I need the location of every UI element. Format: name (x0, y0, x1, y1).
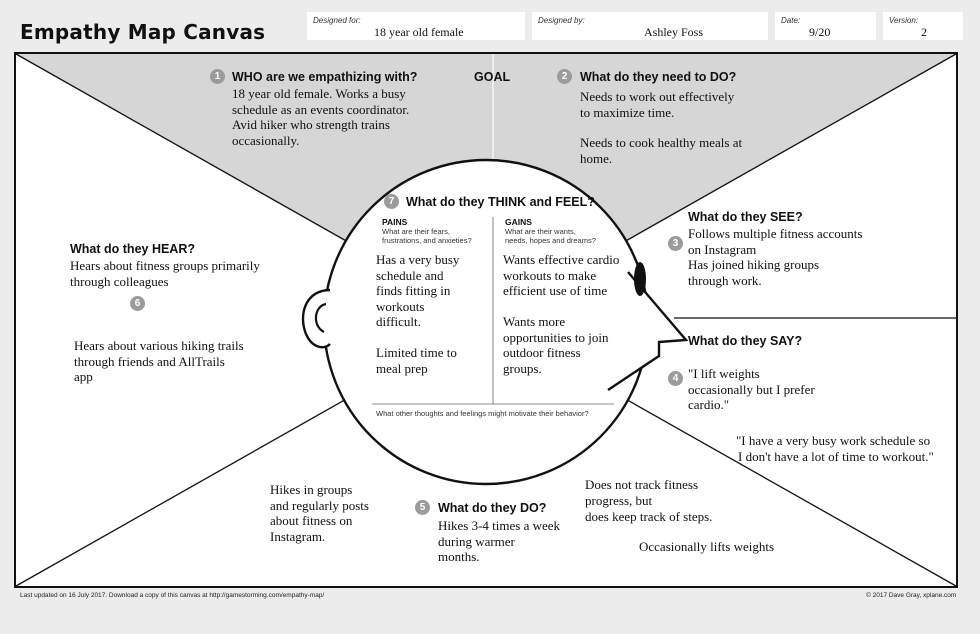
gains-line: Wants effective cardio (503, 252, 620, 267)
see-line: Has joined hiking groups (688, 257, 820, 272)
see-line: Follows multiple fitness accounts (688, 226, 863, 241)
hear-line: Hears about fitness groups primarily (70, 258, 260, 273)
say-quote-line: I don't have a lot of time to workout." (738, 449, 934, 464)
hear-line: through friends and AllTrails (74, 353, 225, 369)
see-line: on Instagram (688, 241, 757, 257)
goal-label: GOAL (474, 70, 511, 84)
hear-text (70, 258, 260, 289)
think-heading: What do they THINK and FEEL? (406, 195, 595, 209)
do-heading: What do they DO? (438, 501, 547, 515)
do-left-text (270, 482, 369, 544)
date-value: 9/20 (809, 25, 831, 39)
say-number-badge: 4 (668, 371, 683, 386)
see-line: through work. (688, 272, 762, 288)
think-number-badge: 7 (384, 194, 399, 209)
do-right-line: Occasionally lifts weights (639, 539, 775, 554)
designed-by-field[interactable] (532, 12, 768, 40)
need-line: to maximize time. (580, 105, 675, 120)
pains-sub-line: What are their fears, (382, 227, 450, 236)
pains-text-2 (376, 345, 457, 376)
designed-by-label: Designed by: (538, 16, 585, 25)
date-field[interactable] (775, 12, 876, 40)
gains-sub-line: needs, hopes and dreams? (505, 236, 596, 245)
pains-line: meal prep (376, 360, 428, 376)
who-number-badge: 1 (210, 69, 225, 84)
hear-line: through colleagues (70, 273, 169, 289)
footer-left: Last updated on 16 July 2017. Download a copy of this canvas at http://gamestorming.com/empathy-map/ (20, 592, 325, 599)
pains-subtitle (382, 227, 472, 245)
gains-sub-line: What are their wants, (505, 227, 576, 236)
gains-line: efficient use of time (503, 283, 608, 298)
designed-by-value: Ashley Foss (644, 25, 704, 39)
need-line: Needs to work out effectively (580, 89, 735, 104)
do-left-line: and regularly posts (270, 497, 369, 513)
designed-for-field[interactable] (307, 12, 525, 40)
gains-line: opportunities to join (503, 329, 609, 345)
who-line: occasionally. (232, 132, 300, 148)
date-label: Date: (781, 16, 801, 25)
hear-text-2 (74, 338, 244, 385)
pains-sub-line: frustrations, and anxieties? (382, 236, 472, 245)
see-heading: What do they SEE? (688, 210, 803, 224)
do-number-badge: 5 (415, 500, 430, 515)
version-value: 2 (921, 25, 927, 39)
say-quote-line: "I have a very busy work schedule so (736, 433, 931, 448)
say-line: cardio." (688, 397, 730, 412)
hear-line: Hears about various hiking trails (74, 338, 244, 353)
hear-line: app (74, 369, 93, 384)
do-left-line: Hikes in groups (270, 482, 353, 497)
say-line: occasionally but I prefer (688, 381, 815, 397)
do-text (438, 518, 560, 565)
footer-right: © 2017 Dave Gray, xplane.com (866, 592, 957, 599)
do-right-line: progress, but (585, 493, 653, 508)
who-heading: WHO are we empathizing with? (232, 70, 418, 84)
designed-for-value: 18 year old female (374, 25, 464, 39)
do-left-line: about fitness on (270, 513, 353, 528)
version-label: Version: (889, 16, 919, 25)
need-line: Needs to cook healthy meals at (580, 135, 743, 150)
say-heading: What do they SAY? (688, 334, 803, 348)
page-title: Empathy Map Canvas (20, 20, 266, 44)
pains-line: Limited time to (376, 345, 457, 360)
designed-for-label: Designed for: (313, 16, 361, 25)
gains-text-2 (503, 314, 608, 376)
gains-line: outdoor fitness (503, 345, 581, 360)
need-number-badge: 2 (557, 69, 572, 84)
pains-line: schedule and (376, 267, 444, 283)
who-text (232, 86, 412, 148)
gains-line: Wants more (503, 314, 566, 329)
do-line: during warmer (438, 533, 515, 549)
think-other-prompt: What other thoughts and feelings might motivate their behavior? (376, 409, 589, 418)
do-line: Hikes 3-4 times a week (438, 518, 561, 533)
gains-subtitle (505, 227, 596, 245)
do-right-line: does keep track of steps. (585, 509, 713, 524)
who-line: Avid hiker who strength trains (232, 117, 390, 132)
pains-label: PAINS (382, 217, 408, 227)
do-right-line: Does not track fitness (585, 477, 699, 492)
pains-line: finds fitting in (376, 283, 451, 298)
eye-icon (634, 262, 646, 296)
version-field[interactable] (883, 12, 963, 40)
do-line: months. (438, 549, 480, 564)
pains-text (376, 252, 459, 330)
say-text (688, 366, 815, 413)
see-number-badge: 3 (668, 236, 683, 251)
pains-line: difficult. (376, 314, 421, 329)
see-text (688, 226, 862, 288)
pains-line: workouts (376, 298, 425, 314)
who-line: schedule as an events coordinator. (232, 101, 410, 117)
gains-text (503, 252, 619, 299)
gains-line: groups. (503, 360, 542, 376)
hear-heading: What do they HEAR? (70, 242, 195, 256)
gains-line: workouts to make (503, 267, 597, 283)
who-line: 18 year old female. Works a busy (232, 86, 406, 101)
do-left-line: Instagram. (270, 528, 326, 544)
need-line: home. (580, 151, 613, 166)
need-heading: What do they need to DO? (580, 70, 737, 84)
hear-number-badge: 6 (130, 296, 145, 311)
pains-line: Has a very busy (376, 252, 460, 267)
say-line: "I lift weights (688, 366, 760, 381)
gains-label: GAINS (505, 217, 532, 227)
